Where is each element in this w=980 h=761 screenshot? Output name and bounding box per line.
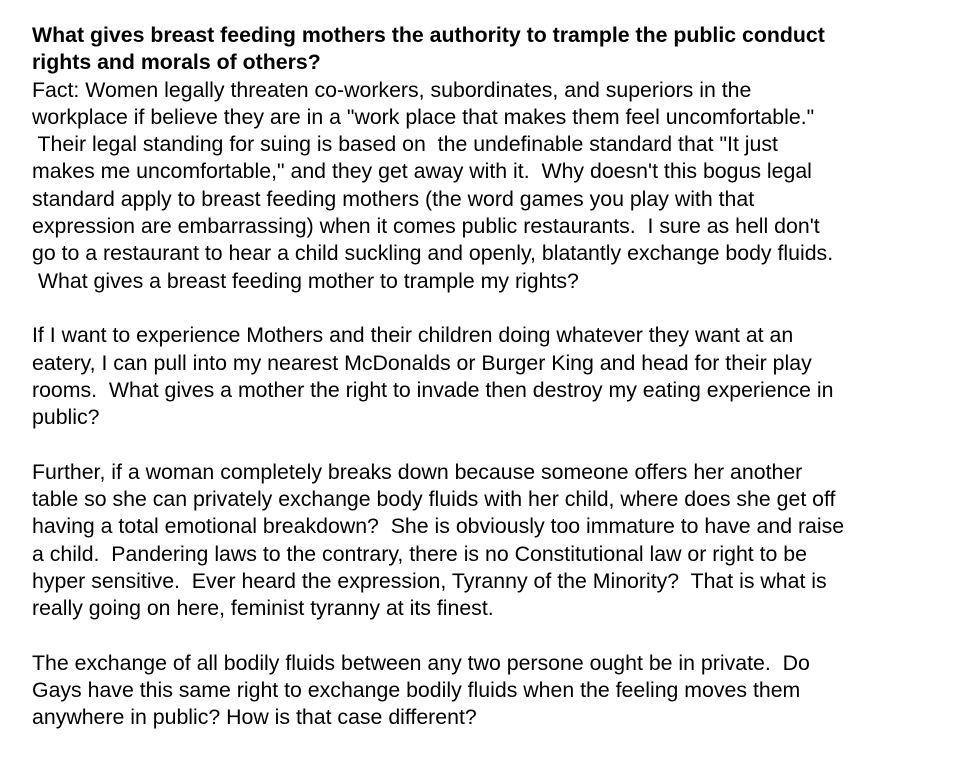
paragraph-line: Their legal standing for suing is based on the undefinable standard that "It just bbox=[32, 132, 778, 157]
document-title bbox=[32, 22, 972, 77]
paragraph-line: If I want to experience Mothers and their children doing whatever they want at an bbox=[32, 323, 794, 348]
paragraph-line: hyper sensitive. Ever heard the expression, Tyranny of the Minority? That is what is bbox=[32, 568, 827, 593]
paragraph-line: really going on here, feminist tyranny at its finest. bbox=[32, 596, 494, 621]
paragraph-line: table so she can privately exchange body fluids with her child, where does she get off bbox=[32, 487, 836, 512]
paragraph-line: public? bbox=[32, 405, 100, 430]
paragraph-line: eatery, I can pull into my nearest McDonalds or Burger King and head for their play bbox=[32, 350, 812, 375]
title-line: What gives breast feeding mothers the authority to trample the public conduct bbox=[32, 23, 825, 47]
paragraph-line: anywhere in public? How is that case different? bbox=[32, 705, 477, 730]
paragraph-1 bbox=[32, 77, 972, 295]
paragraph-line: a child. Pandering laws to the contrary, there is no Constitutional law or right to be bbox=[32, 541, 807, 566]
paragraph-line: expression are embarrassing) when it comes public restaurants. I sure as hell don't bbox=[32, 214, 820, 239]
paragraph-line: What gives a breast feeding mother to trample my rights? bbox=[32, 268, 579, 293]
paragraph-line: go to a restaurant to hear a child suckling and openly, blatantly exchange body fluids. bbox=[32, 241, 834, 266]
paragraph-line: Fact: Women legally threaten co-workers, subordinates, and superiors in the bbox=[32, 77, 752, 102]
paragraph-line: having a total emotional breakdown? She is obviously too immature to have and raise bbox=[32, 514, 845, 539]
paragraph-3 bbox=[32, 459, 972, 623]
document-body bbox=[32, 22, 972, 732]
paragraph-line: Gays have this same right to exchange bodily fluids when the feeling moves them bbox=[32, 678, 801, 703]
paragraph-4 bbox=[32, 650, 972, 732]
paragraph-line: The exchange of all bodily fluids between any two persone ought be in private. Do bbox=[32, 650, 810, 675]
paragraph-line: standard apply to breast feeding mothers (the word games you play with that bbox=[32, 186, 755, 211]
paragraph-line: rooms. What gives a mother the right to invade then destroy my eating experience in bbox=[32, 377, 834, 402]
paragraph-spacer bbox=[32, 431, 972, 458]
title-line: rights and morals of others? bbox=[32, 50, 321, 75]
paragraph-line: Further, if a woman completely breaks down because someone offers her another bbox=[32, 459, 803, 484]
paragraph-spacer bbox=[32, 623, 972, 650]
paragraph-line: makes me uncomfortable," and they get away with it. Why doesn't this bogus legal bbox=[32, 159, 812, 184]
paragraph-2 bbox=[32, 322, 972, 431]
paragraph-spacer bbox=[32, 295, 972, 322]
paragraph-line: workplace if believe they are in a "work place that makes them feel uncomfortable." bbox=[32, 104, 815, 129]
